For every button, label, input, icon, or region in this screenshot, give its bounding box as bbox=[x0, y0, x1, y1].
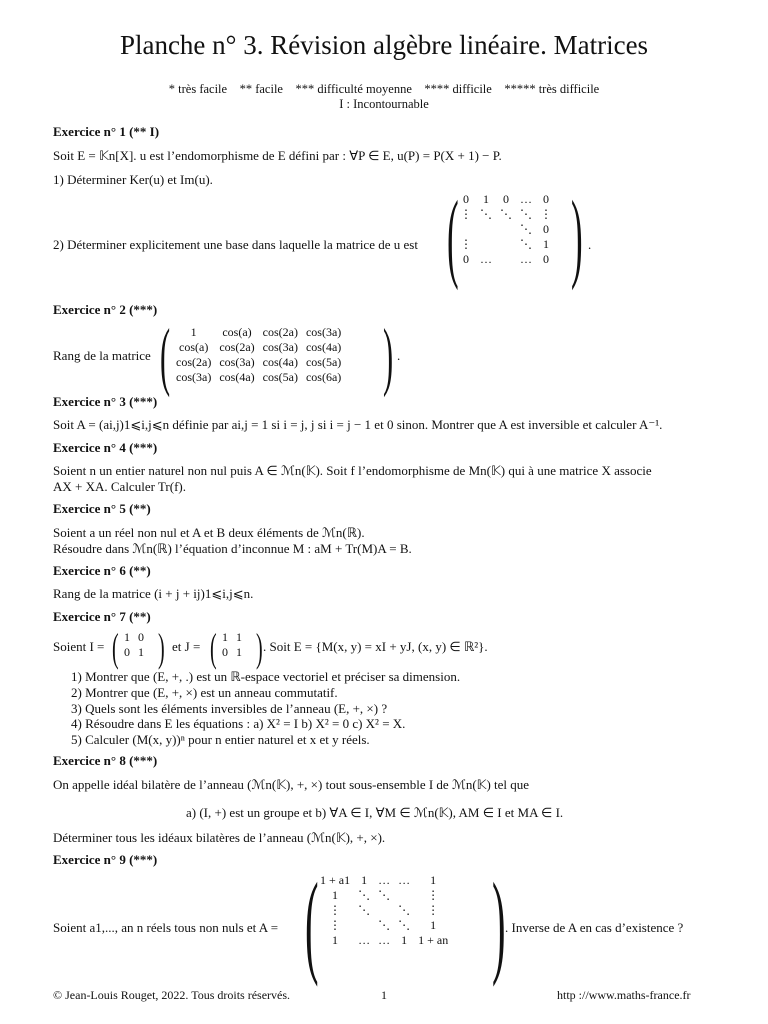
matrix-cell: ⋱ bbox=[398, 918, 411, 932]
left-paren: ( bbox=[210, 625, 217, 670]
matrix-row bbox=[218, 645, 246, 660]
exercise-question: 2) Déterminer explicitement une base dans laquelle la matrice de u est bbox=[53, 237, 418, 252]
matrix-i bbox=[120, 630, 148, 660]
exercise-text: Soient a un réel non nul et A et B deux éléments de ℳn(ℝ). bbox=[53, 525, 365, 540]
exercise-text: Rang de la matrice (i + j + ij)1⩽i,j⩽n. bbox=[53, 586, 254, 601]
footer-copyright: © Jean-Louis Rouget, 2022. Tous droits réservés. bbox=[53, 988, 291, 1002]
matrix-row bbox=[456, 192, 556, 207]
matrix-cell: 1 bbox=[483, 192, 489, 206]
exercise-text: Soient n un entier naturel non nul puis A ∈ ℳn(𝕂). Soit f l’endomorphisme de Mn(𝕂) qui à une matrice X associe bbox=[53, 463, 652, 478]
matrix-cell: 1 + an bbox=[418, 933, 449, 947]
matrix-row bbox=[456, 252, 556, 267]
left-paren: ( bbox=[447, 180, 459, 291]
matrix-cell: 1 bbox=[543, 237, 549, 251]
matrix-row bbox=[456, 222, 556, 237]
matrix-row bbox=[172, 355, 345, 370]
matrix-cell: cos(5a) bbox=[262, 370, 298, 384]
matrix-row bbox=[172, 340, 345, 355]
exercise-text: Déterminer tous les idéaux bilatères de l’anneau (ℳn(𝕂), +, ×). bbox=[53, 830, 386, 845]
matrix-a bbox=[316, 873, 452, 948]
exercise-question: 2) Montrer que (E, +, ×) est un anneau commutatif. bbox=[71, 685, 338, 700]
matrix-row bbox=[218, 630, 246, 645]
matrix-cell bbox=[394, 888, 414, 903]
matrix-cell: 1 bbox=[190, 325, 197, 339]
matrix-cell: ⋱ bbox=[358, 903, 371, 917]
matrix-cell bbox=[476, 222, 496, 237]
matrix-row bbox=[120, 630, 148, 645]
matrix-cell: 0 bbox=[503, 192, 509, 206]
matrix-cell: cos(2a) bbox=[262, 325, 298, 339]
matrix-cell: 0 bbox=[543, 192, 549, 206]
matrix-cell: 0 bbox=[124, 645, 130, 659]
exercise-heading: Exercice n° 5 (**) bbox=[53, 501, 151, 516]
matrix-cell: 1 + a1 bbox=[320, 873, 351, 887]
period: . bbox=[397, 348, 401, 363]
right-paren: ) bbox=[492, 860, 506, 988]
matrix-cell: cos(3a) bbox=[262, 340, 298, 354]
page-title: Planche n° 3. Révision algèbre linéaire. Matrices bbox=[119, 30, 649, 60]
matrix-row bbox=[172, 325, 345, 340]
matrix-row bbox=[316, 933, 452, 948]
matrix-cell: 1 bbox=[236, 645, 242, 659]
exercise-heading: Exercice n° 1 (** I) bbox=[53, 124, 160, 139]
matrix-cell: ⋱ bbox=[520, 222, 532, 236]
exercise-text: Soit E = 𝕂n[X]. u est l’endomorphisme de E défini par : ∀P ∈ E, u(P) = P(X + 1) − P. bbox=[53, 148, 502, 163]
exercise-heading: Exercice n° 8 (***) bbox=[53, 753, 158, 768]
left-paren: ( bbox=[160, 314, 171, 398]
matrix-row bbox=[456, 207, 556, 222]
matrix-cell: 1 bbox=[236, 630, 242, 644]
right-paren: ) bbox=[383, 314, 394, 398]
exercise-text: Résoudre dans ℳn(ℝ) l’équation d’inconnue M : aM + Tr(M)A = B. bbox=[53, 541, 412, 556]
matrix-cell: … bbox=[520, 192, 532, 206]
matrix-cell: 0 bbox=[463, 252, 469, 266]
exercise-text: . Inverse de A en cas d’existence ? bbox=[505, 920, 684, 935]
matrix-cell: … bbox=[378, 873, 391, 887]
matrix-cell bbox=[496, 237, 516, 252]
period: . bbox=[588, 237, 592, 252]
matrix-cell: 1 bbox=[430, 918, 437, 932]
matrix-cell bbox=[476, 237, 496, 252]
exercise-heading: Exercice n° 7 (**) bbox=[53, 609, 151, 624]
matrix-row bbox=[172, 370, 345, 385]
matrix-cell: 1 bbox=[430, 873, 437, 887]
matrix-cell: 0 bbox=[222, 645, 228, 659]
matrix-cell: ⋮ bbox=[427, 888, 440, 902]
matrix-cell bbox=[496, 252, 516, 267]
matrix-cell: ⋱ bbox=[480, 207, 492, 221]
page-number: 1 bbox=[381, 988, 387, 1002]
matrix-cell: 1 bbox=[361, 873, 368, 887]
exercise-question: 1) Déterminer Ker(u) et Im(u). bbox=[53, 172, 213, 187]
exercise-text: Soient I = bbox=[53, 639, 105, 654]
matrix-cell: … bbox=[358, 933, 371, 947]
exercise-text: a) (I, +) est un groupe et b) ∀A ∈ I, ∀M ∈ ℳn(𝕂), AM ∈ I et MA ∈ I. bbox=[186, 805, 564, 820]
exercise-question: 5) Calculer (M(x, y))ⁿ pour n entier naturel et x et y réels. bbox=[71, 732, 370, 747]
legend-line: * très facile ** facile *** difficulté moyenne **** difficile ***** très difficile bbox=[168, 82, 600, 96]
matrix-cell: ⋮ bbox=[460, 237, 472, 251]
matrix-row bbox=[316, 873, 452, 888]
matrix-cell: ⋱ bbox=[500, 207, 512, 221]
matrix-cell: cos(3a) bbox=[305, 325, 342, 339]
matrix-cell bbox=[374, 903, 394, 918]
matrix-cell: … bbox=[398, 873, 411, 887]
matrix-cell: … bbox=[520, 252, 532, 266]
matrix-cell: ⋮ bbox=[329, 918, 342, 932]
exercise-question: 1) Montrer que (E, +, .) est un ℝ-espace vectoriel et préciser sa dimension. bbox=[71, 669, 461, 684]
exercise-text: On appelle idéal bilatère de l’anneau (ℳn(𝕂), +, ×) tout sous-ensemble I de ℳn(𝕂) tel que bbox=[53, 777, 530, 792]
matrix-cell: 1 bbox=[401, 933, 408, 947]
matrix-cell: cos(a) bbox=[222, 325, 252, 339]
matrix-cell: … bbox=[378, 933, 391, 947]
exercise-text: Soit A = (ai,j)1⩽i,j⩽n définie par ai,j = 1 si i = j, j si i = j − 1 et 0 sinon. Montrer que A est inversible et calculer A⁻¹. bbox=[53, 417, 663, 432]
matrix-cell bbox=[496, 222, 516, 237]
matrix-cell bbox=[354, 918, 374, 933]
matrix-cell: cos(5a) bbox=[305, 355, 342, 369]
right-paren: ) bbox=[158, 625, 165, 670]
exercise-heading: Exercice n° 4 (***) bbox=[53, 440, 158, 455]
exercise-text: Soient a1,..., an n réels tous non nuls et A = bbox=[53, 920, 279, 935]
matrix-cell: 0 bbox=[543, 252, 549, 266]
exercise-question: 3) Quels sont les éléments inversibles de l’anneau (E, +, ×) ? bbox=[71, 701, 388, 716]
matrix-row bbox=[316, 918, 452, 933]
exercise-text: et J = bbox=[172, 639, 201, 654]
left-paren: ( bbox=[112, 625, 119, 670]
matrix-cell: cos(4a) bbox=[219, 370, 255, 384]
footer-url[interactable]: http ://www.maths-france.fr bbox=[557, 988, 691, 1002]
right-paren: ) bbox=[256, 625, 263, 670]
exercise-text: . Soit E = {M(x, y) = xI + yJ, (x, y) ∈ ℝ²}. bbox=[263, 639, 488, 654]
right-paren: ) bbox=[571, 180, 583, 291]
matrix-cell: ⋱ bbox=[520, 207, 532, 221]
matrix-cell: cos(4a) bbox=[262, 355, 298, 369]
exercise-heading: Exercice n° 6 (**) bbox=[53, 563, 151, 578]
legend-line: I : Incontournable bbox=[339, 97, 429, 111]
matrix-cell: ⋱ bbox=[378, 918, 391, 932]
matrix-cell: ⋱ bbox=[398, 903, 411, 917]
matrix-cell: cos(3a) bbox=[219, 355, 255, 369]
matrix-cell bbox=[456, 222, 476, 237]
matrix-cell: … bbox=[480, 252, 492, 266]
matrix-cell: ⋮ bbox=[329, 903, 342, 917]
matrix-cell: 1 bbox=[222, 630, 228, 644]
matrix-row bbox=[316, 903, 452, 918]
exercise-text: Rang de la matrice bbox=[53, 348, 151, 363]
matrix-cell: ⋱ bbox=[520, 237, 532, 251]
matrix-cell: cos(4a) bbox=[305, 340, 342, 354]
exercise-heading: Exercice n° 3 (***) bbox=[53, 394, 158, 409]
matrix-cell: cos(6a) bbox=[305, 370, 342, 384]
matrix-row bbox=[456, 237, 556, 252]
matrix-cos bbox=[172, 325, 345, 385]
matrix-cell: cos(3a) bbox=[176, 370, 212, 384]
matrix-cell: cos(a) bbox=[179, 340, 209, 354]
matrix-j bbox=[218, 630, 246, 660]
matrix-u bbox=[456, 192, 556, 267]
matrix-cell: ⋮ bbox=[427, 903, 440, 917]
exercise-heading: Exercice n° 2 (***) bbox=[53, 302, 158, 317]
difficulty-legend bbox=[0, 82, 768, 112]
matrix-cell: ⋱ bbox=[358, 888, 371, 902]
matrix-row bbox=[120, 645, 148, 660]
matrix-cell: cos(2a) bbox=[176, 355, 212, 369]
matrix-cell: cos(2a) bbox=[219, 340, 255, 354]
matrix-cell: 1 bbox=[124, 630, 130, 644]
exercise-question: 4) Résoudre dans E les équations : a) X² = I b) X² = 0 c) X² = X. bbox=[71, 716, 406, 731]
matrix-row bbox=[316, 888, 452, 903]
matrix-cell: 0 bbox=[543, 222, 549, 236]
exercise-heading: Exercice n° 9 (***) bbox=[53, 852, 158, 867]
matrix-cell: 1 bbox=[332, 933, 339, 947]
matrix-cell: ⋮ bbox=[460, 207, 472, 221]
matrix-cell: ⋱ bbox=[378, 888, 391, 902]
matrix-cell: 0 bbox=[463, 192, 469, 206]
matrix-cell: ⋮ bbox=[540, 207, 552, 221]
matrix-cell: 1 bbox=[332, 888, 339, 902]
left-paren: ( bbox=[305, 860, 319, 988]
matrix-cell: 0 bbox=[138, 630, 144, 644]
exercise-text: AX + XA. Calculer Tr(f). bbox=[53, 479, 186, 494]
matrix-cell: 1 bbox=[138, 645, 144, 659]
